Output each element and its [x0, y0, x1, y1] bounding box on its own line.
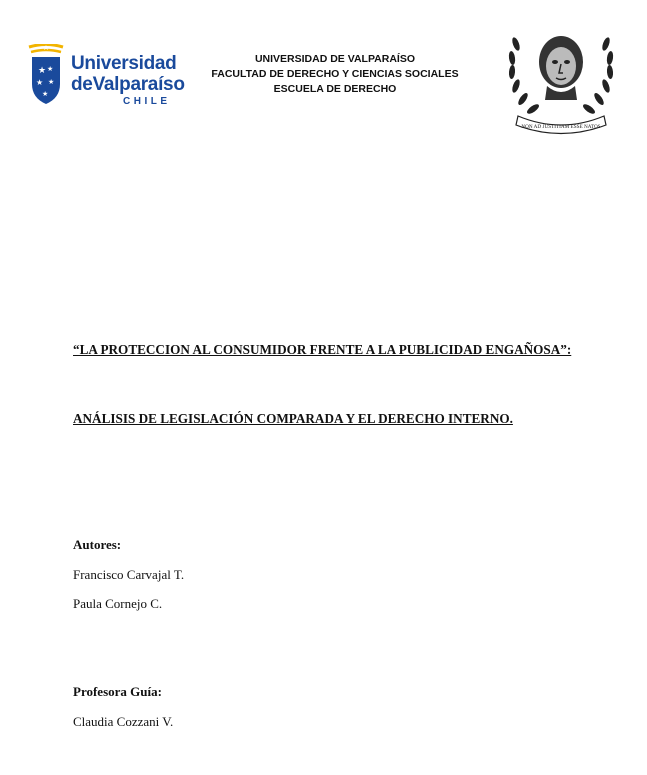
logo-line-universidad: Universidad: [71, 53, 177, 74]
author-name: Francisco Carvajal T.: [73, 567, 185, 582]
header-school: ESCUELA DE DERECHO: [273, 83, 397, 95]
advisor-label: Profesora Guía:: [73, 684, 162, 699]
svg-text:★: ★: [36, 78, 44, 87]
header-university: UNIVERSIDAD DE VALPARAÍSO: [254, 53, 416, 65]
advisor-name: Claudia Cozzani V.: [73, 714, 174, 729]
document-subtitle: ANÁLISIS DE LEGISLACIÓN COMPARADA Y EL DERECHO INTERNO.: [73, 411, 513, 426]
header-faculty: FACULTAD DE DERECHO Y CIENCIAS SOCIALES: [211, 68, 459, 80]
university-shield-icon: [27, 44, 65, 106]
author-name: Paula Cornejo C.: [73, 596, 163, 611]
logo-line-chile: CHILE: [123, 96, 171, 107]
laurel-portrait-seal-icon: [502, 24, 620, 136]
logo-line-valparaiso: deValparaíso: [71, 74, 185, 95]
document-title: “LA PROTECCION AL CONSUMIDOR FRENTE A LA PUBLICIDAD ENGAÑOSA”:: [73, 342, 572, 357]
logo-wordmark: [71, 54, 185, 107]
seal-motto: NON AD JUSTITIAM ESSE NATOS: [521, 124, 601, 130]
authors-label: Autores:: [73, 537, 122, 552]
svg-text:★: ★: [38, 66, 47, 76]
institution-header: [190, 52, 480, 97]
university-logo: [27, 44, 185, 114]
svg-text:★: ★: [42, 90, 49, 98]
svg-text:★: ★: [48, 78, 55, 86]
svg-text:★: ★: [47, 65, 54, 73]
